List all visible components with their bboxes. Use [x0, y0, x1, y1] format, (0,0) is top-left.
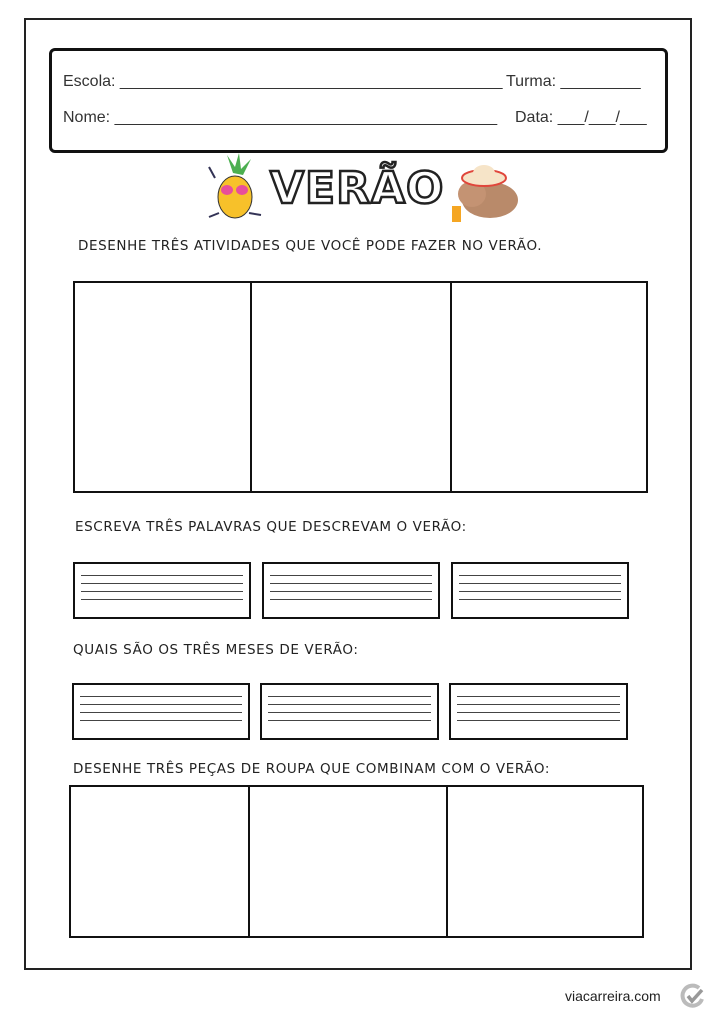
section-heading-words: ESCREVA TRÊS PALAVRAS QUE DESCREVAM O VERÃO:	[75, 519, 467, 535]
divider	[248, 785, 250, 938]
checkmark-logo-icon	[680, 983, 706, 1009]
month-writing-box-2[interactable]	[260, 683, 439, 740]
page-title: VERÃO	[270, 163, 445, 214]
drawing-area-activities[interactable]	[73, 281, 648, 493]
divider	[250, 281, 252, 493]
date-field[interactable]: Data: ___/___/___	[515, 109, 647, 126]
divider	[450, 281, 452, 493]
word-writing-box-3[interactable]	[451, 562, 629, 619]
section-heading-months: QUAIS SÃO OS TRÊS MESES DE VERÃO:	[73, 642, 359, 658]
section-heading-activities: DESENHE TRÊS ATIVIDADES QUE VOCÊ PODE FAZER NO VERÃO.	[78, 238, 543, 254]
month-writing-box-3[interactable]	[449, 683, 628, 740]
footer-site-link[interactable]: viacarreira.com	[565, 988, 661, 1004]
class-field[interactable]: Turma: _________	[506, 73, 641, 90]
name-field[interactable]: Nome: ___________________________________________	[63, 109, 498, 126]
school-field[interactable]: Escola: ___________________________________________	[63, 73, 503, 90]
pineapple-icon	[205, 153, 265, 223]
word-writing-box-1[interactable]	[73, 562, 251, 619]
month-writing-box-1[interactable]	[72, 683, 250, 740]
word-writing-box-2[interactable]	[262, 562, 440, 619]
drawing-area-clothes[interactable]	[69, 785, 644, 938]
capybara-icon	[448, 160, 523, 225]
divider	[446, 785, 448, 938]
section-heading-clothes: DESENHE TRÊS PEÇAS DE ROUPA QUE COMBINAM COM O VERÃO:	[73, 761, 550, 777]
student-info-box	[49, 48, 668, 153]
